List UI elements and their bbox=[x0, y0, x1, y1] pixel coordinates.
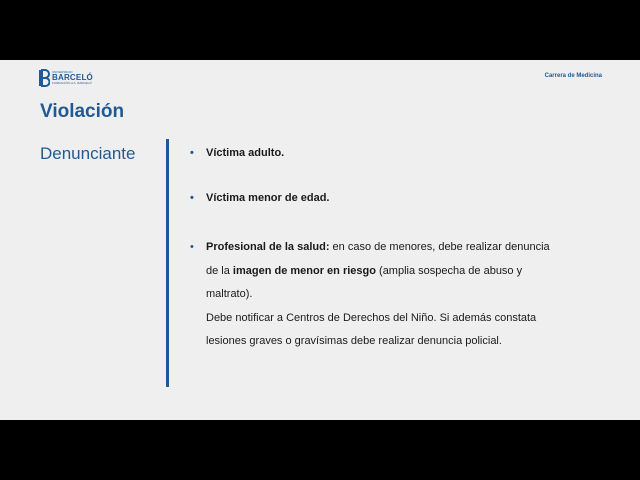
bullet-text: Víctima adulto. bbox=[206, 147, 285, 159]
bullet-bold-emphasis: imagen de menor en riesgo bbox=[232, 264, 376, 277]
bullet-item-minor-victim bbox=[190, 191, 550, 205]
career-label: Carrera de Medicina bbox=[544, 73, 602, 79]
bullet-text-part1: en caso de menores, debe realizar denuncia de la bbox=[206, 241, 550, 277]
vertical-divider bbox=[166, 139, 169, 387]
bullet-text: Víctima menor de edad. bbox=[206, 192, 330, 204]
slide bbox=[0, 60, 640, 420]
slide-title: Violación bbox=[40, 101, 125, 122]
bullet-item-adult-victim bbox=[190, 146, 550, 160]
logo-text bbox=[52, 71, 93, 85]
bullet-dot-icon: • bbox=[190, 147, 194, 159]
bullet-list bbox=[190, 146, 550, 354]
bullet-item-health-professional bbox=[190, 236, 550, 354]
logo-bottom-text: FUNDACIÓN H.A. BARCELÓ bbox=[52, 81, 92, 85]
logo-mark-icon bbox=[38, 69, 50, 87]
bullet-text-part3: Debe notificar a Centros de Derechos del Niño. Si además constata lesiones graves o gravísimas debe realizar denuncia policial. bbox=[206, 311, 537, 347]
bullet-dot-icon: • bbox=[190, 241, 194, 253]
section-subtitle: Denunciante bbox=[40, 144, 136, 163]
logo-main-text: BARCELÓ bbox=[52, 73, 93, 82]
university-logo bbox=[38, 69, 93, 87]
bullet-bold-lead: Profesional de la salud: bbox=[206, 241, 330, 253]
logo-top-text: UNIVERSIDAD bbox=[52, 70, 73, 74]
bullet-dot-icon: • bbox=[190, 192, 194, 204]
bullet-text-part2: (amplia sospecha de abuso y maltrato). bbox=[206, 264, 523, 300]
